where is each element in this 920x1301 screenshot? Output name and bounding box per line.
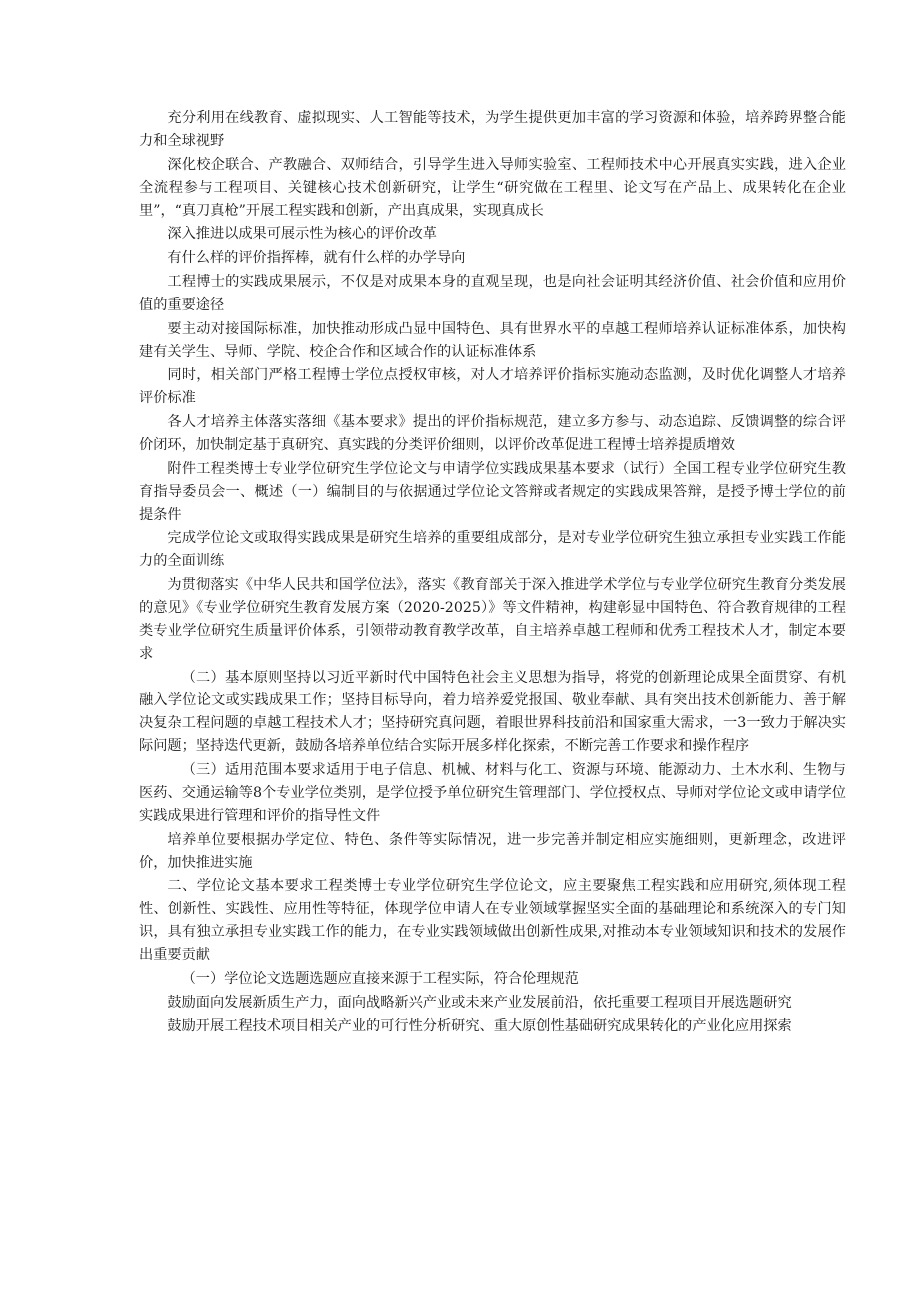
paragraph-5: 工程博士的实践成果展示，不仅是对成果本身的直观呈现，也是向社会证明其经济价值、社会价值和应用价值的重要途径 — [139, 273, 846, 313]
paragraph-2: 深化校企联合、产教融合、双师结合，引导学生进入导师实验室、工程师技术中心开展真实实践，进入企业全流程参与工程项目、关键核心技术创新研究，让学生“研究做在工程里、论文写在产品上、成果转化在企业里”，“真刀真枪”开展工程实践和创新，产出真成果，实现真成长 — [139, 156, 846, 219]
paragraph-13: （三）适用范围本要求适用于电子信息、机械、材料与化工、资源与环境、能源动力、土木水利、生物与医药、交通运输等8个专业学位类别，是学位授予单位研究生管理部门、学位授权点、导师对学位论文或申请学位实践成果进行管理和评价的指导性文件 — [139, 762, 846, 824]
paragraph-1: 充分利用在线教育、虚拟现实、人工智能等技术，为学生提供更加丰富的学习资源和体验，培养跨界整合能力和全球视野 — [139, 110, 846, 149]
paragraph-6: 要主动对接国际标准，加快推动形成凸显中国特色、具有世界水平的卓越工程师培养认证标准体系，加快构建有关学生、导师、学院、校企合作和区域合作的认证标准体系 — [139, 320, 846, 360]
document-body — [139, 107, 846, 1039]
paragraph-3: 深入推进以成果可展示性为核心的评价改革 — [167, 226, 437, 243]
paragraph-11: 为贯彻落实《中华人民共和国学位法》，落实《教育部关于深入推进学术学位与专业学位研究生教育分类发展的意见》《专业学位研究生教育发展方案（2020-2025）》等文件精神，构建彰显中国特色、符合教育规律的工程类专业学位研究生质量评价体系，引领带动教育教学改革，自主培养卓越工程师和优秀工程技术人才，制定本要求 — [139, 577, 846, 662]
paragraph-15: 二、学位论文基本要求工程类博士专业学位研究生学位论文，应主要聚焦工程实践和应用研究,须体现工程性、创新性、实践性、应用性等特征，体现学位申请人在专业领域掌握坚实全面的基础理论和系统深入的专门知识，具有独立承担专业实践工作的能力，在专业实践领域做出创新性成果,对推动本专业领域知识和技术的发展作出重要贡献 — [139, 878, 846, 964]
paragraph-8: 各人才培养主体落实落细《基本要求》提出的评价指标规范，建立多方参与、动态追踪、反馈调整的综合评价闭环，加快制定基于真研究、真实践的分类评价细则，以评价改革促进工程博士培养提质增效 — [139, 414, 846, 453]
paragraph-9: 附件工程类博士专业学位研究生学位论文与申请学位实践成果基本要求（试行）全国工程专业学位研究生教育指导委员会一、概述（一）编制目的与依据通过学位论文答辩或者规定的实践成果答辩，是授予博士学位的前提条件 — [139, 460, 846, 523]
paragraph-16: （一）学位论文选题选题应直接来源于工程实际，符合伦理规范 — [181, 970, 579, 987]
paragraph-17: 鼓励面向发展新质生产力，面向战略新兴产业或未来产业发展前沿，依托重要工程项目开展选题研究 — [167, 994, 792, 1011]
paragraph-18: 鼓励开展工程技术项目相关产业的可行性分析研究、重大原创性基础研究成果转化的产业化应用探索 — [167, 1018, 792, 1035]
paragraph-4: 有什么样的评价指挥棒，就有什么样的办学导向 — [167, 250, 466, 267]
paragraph-14: 培养单位要根据办学定位、特色、条件等实际情况，进一步完善并制定相应实施细则，更新理念，改进评价，加快推进实施 — [139, 831, 846, 871]
paragraph-10: 完成学位论文或取得实践成果是研究生培养的重要组成部分，是对专业学位研究生独立承担专业实践工作能力的全面训练 — [139, 530, 846, 570]
paragraph-7: 同时，相关部门严格工程博士学位点授权审核，对人才培养评价指标实施动态监测，及时优化调整人才培养评价标准 — [139, 367, 846, 407]
paragraph-12: （二）基本原则坚持以习近平新时代中国特色社会主义思想为指导，将党的创新理论成果全面贯穿、有机融入学位论文或实践成果工作；坚持目标导向，着力培养爱党报国、敬业奉献、具有突出技术创新能力、善于解决复杂工程问题的卓越工程技术人才；坚持研究真问题，着眼世界科技前沿和国家重大需求，一3一致力于解决实际问题；坚持迭代更新，鼓励各培养单位结合实际开展多样化探索，不断完善工作要求和操作程序 — [139, 669, 846, 755]
